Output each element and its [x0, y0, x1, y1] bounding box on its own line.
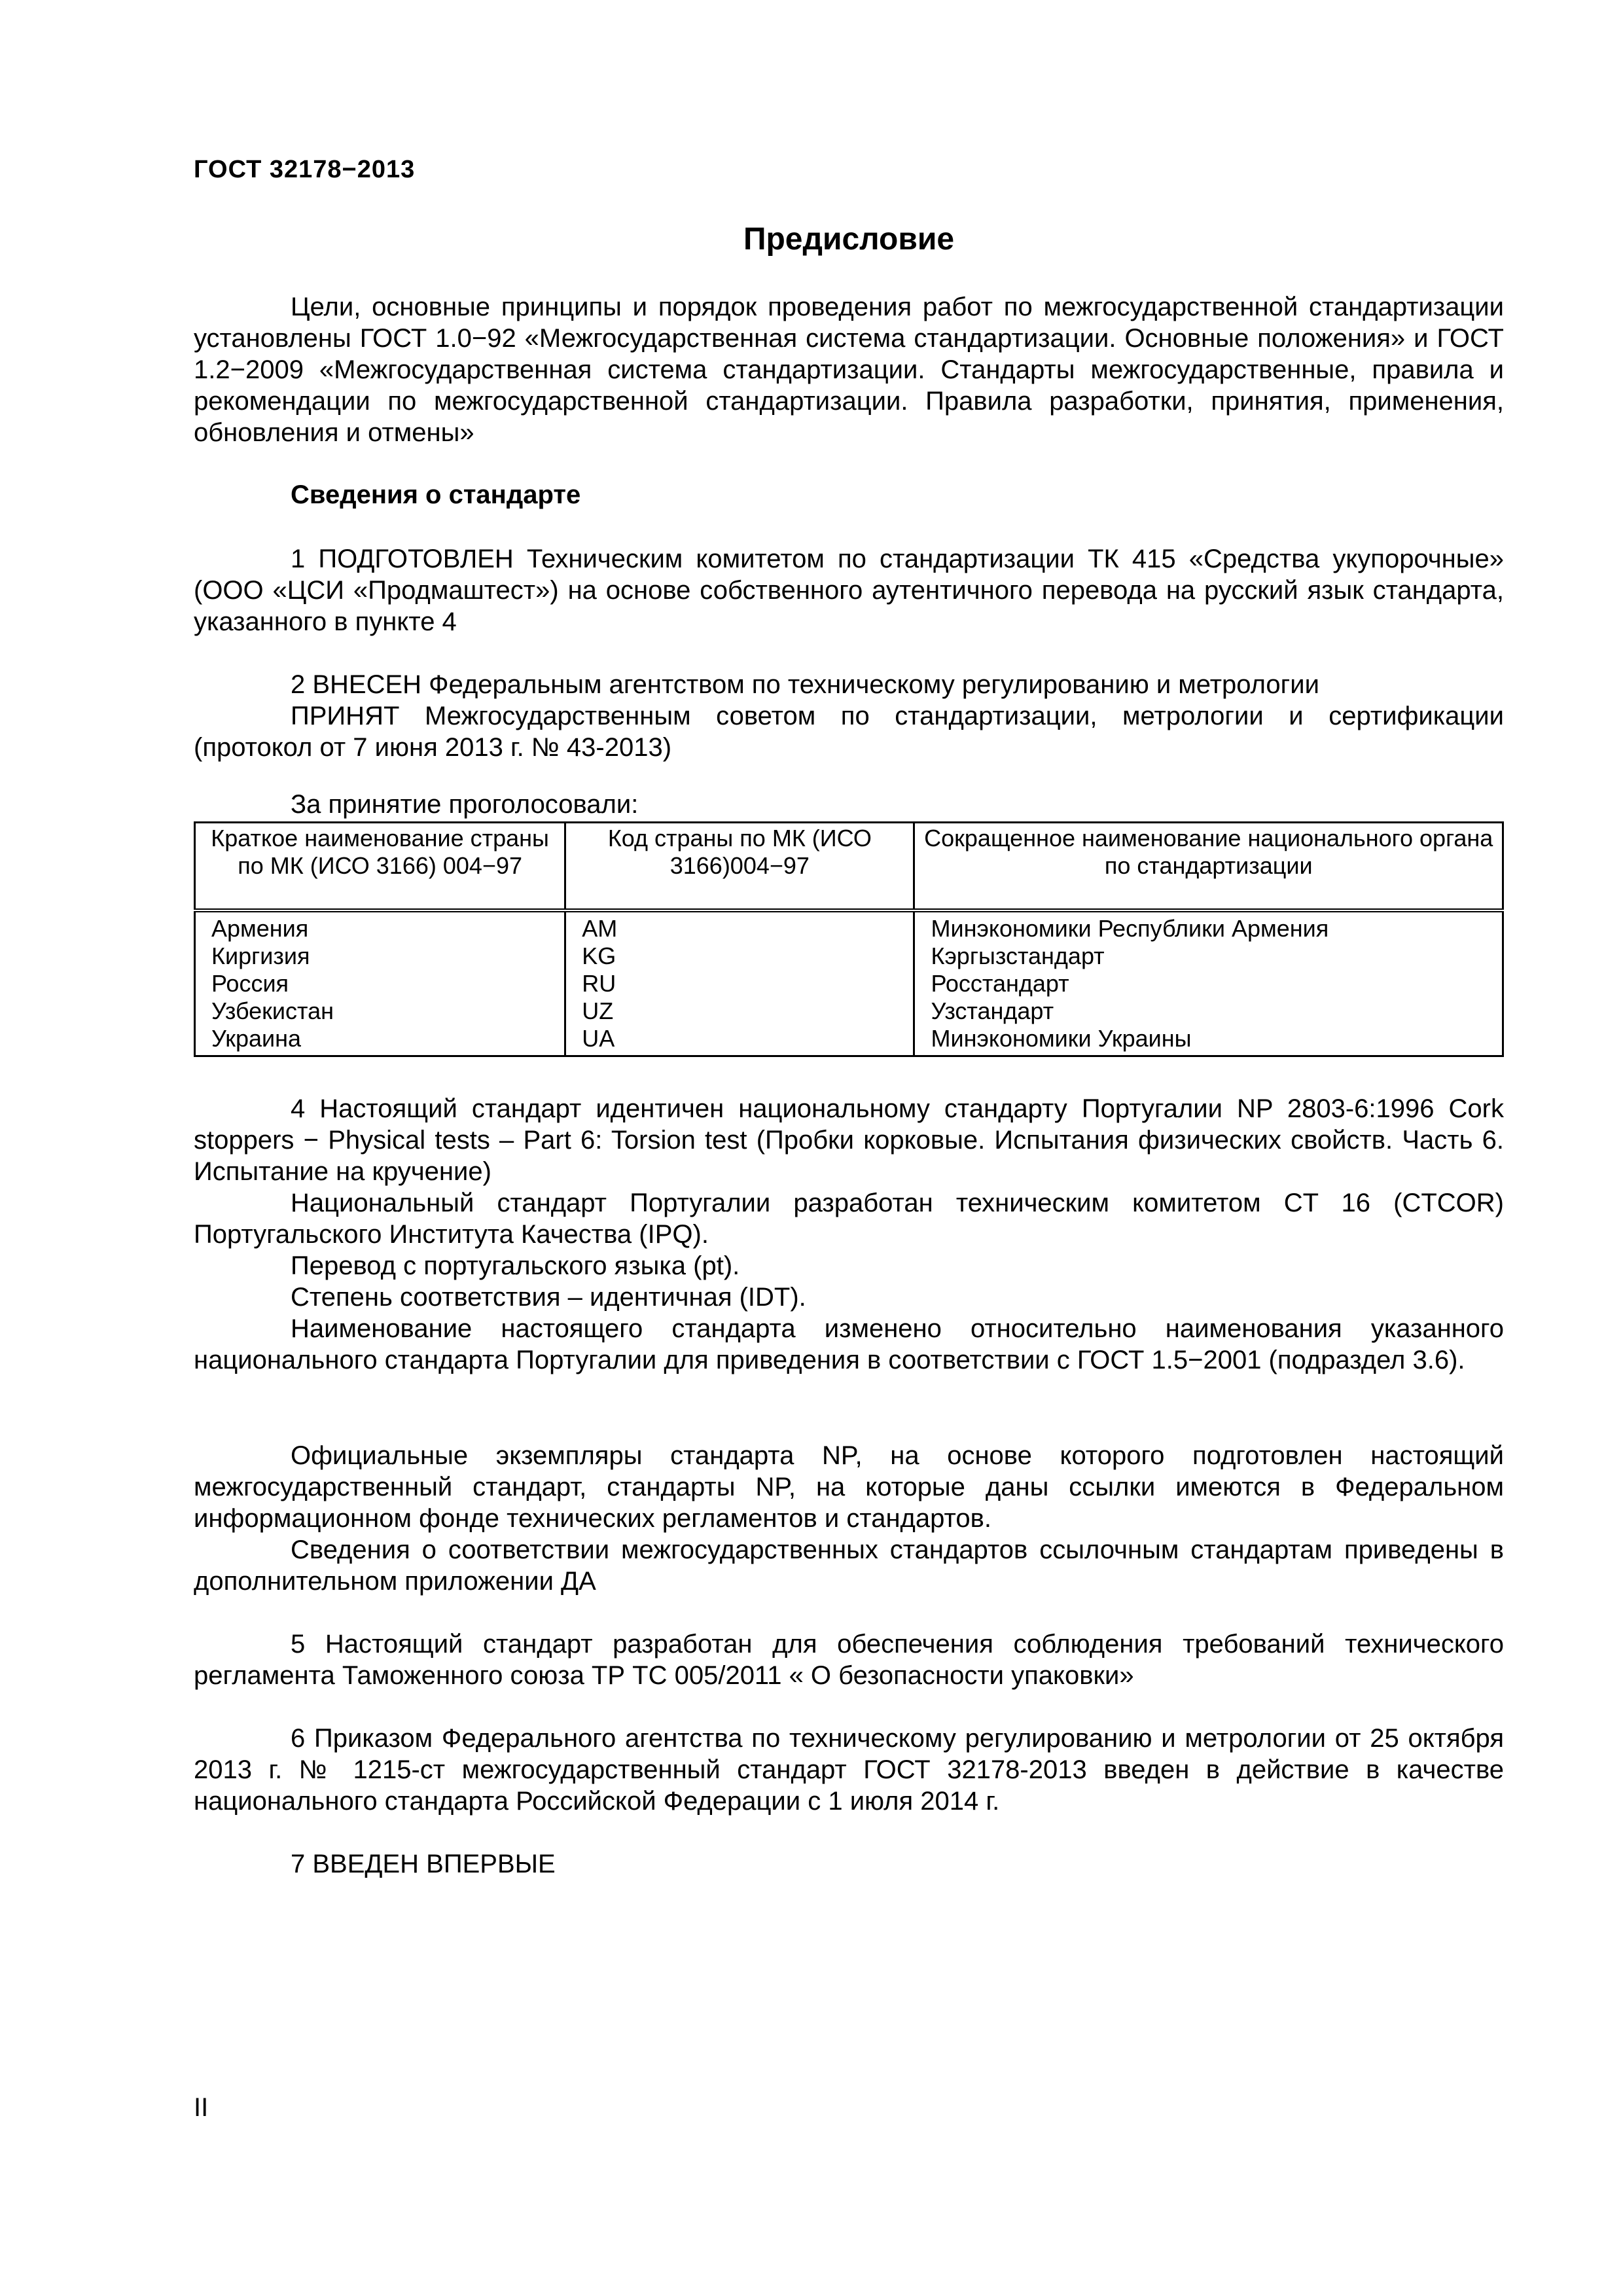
- page-title: Предисловие: [743, 222, 955, 257]
- item-5-section: [194, 1628, 1504, 1691]
- document-page: [194, 0, 1504, 2296]
- table-row: [195, 970, 1503, 997]
- country-cell: Узбекистан: [195, 997, 565, 1025]
- column-header-code: Код страны по МК (ИСО 3166)004−97: [565, 823, 914, 910]
- item-2-submitted: 2 ВНЕСЕН Федеральным агентством по техническому регулированию и метрологии: [291, 670, 1319, 699]
- body-cell: Минэкономики Республики Армения: [914, 910, 1503, 942]
- item-5-paragraph: 5 Настоящий стандарт разработан для обеспечения соблюдения требований технического регламента Таможенного союза ТР ТС 005/2011 « О безопасности упаковки»: [194, 1630, 1504, 1690]
- intro-section: [194, 291, 1504, 448]
- item-4-committee: Национальный стандарт Португалии разработан техническим комитетом CT 16 (CTCOR) Португальского Института Качества (IPQ).: [194, 1189, 1504, 1249]
- section-heading: Сведения о стандарте: [291, 480, 581, 509]
- item-4-translation: Перевод с португальского языка (pt).: [291, 1251, 740, 1280]
- body-cell: Росстандарт: [914, 970, 1503, 997]
- country-cell: Киргизия: [195, 942, 565, 970]
- item-2-adopted: ПРИНЯТ Межгосударственным советом по стандартизации, метрологии и сертификации (протокол от 7 июня 2013 г. № 43-2013): [194, 702, 1504, 762]
- country-cell: Россия: [195, 970, 565, 997]
- item-7-paragraph: 7 ВВЕДЕН ВПЕРВЫЕ: [291, 1850, 556, 1878]
- official-copies-section: [194, 1440, 1504, 1597]
- reference-standards-paragraph: Сведения о соответствии межгосударственных стандартов ссылочным стандартам приведены в дополнительном приложении ДА: [194, 1535, 1504, 1596]
- item-4-title-change: Наименование настоящего стандарта изменено относительно наименования указанного национального стандарта Португалии для приведения в соответствии с ГОСТ 1.5−2001 (подраздел 3.6).: [194, 1314, 1504, 1374]
- country-cell: Армения: [195, 910, 565, 942]
- vote-table: [194, 821, 1504, 1057]
- body-cell: Узстандарт: [914, 997, 1503, 1025]
- code-cell: AM: [565, 910, 914, 942]
- item-4-section: [194, 1093, 1504, 1376]
- item-1-section: [194, 543, 1504, 637]
- body-cell: Кэргызстандарт: [914, 942, 1503, 970]
- intro-paragraph: Цели, основные принципы и порядок проведения работ по межгосударственной стандартизации установлены ГОСТ 1.0−92 «Межгосударственная система стандартизации. Основные положения» и ГОСТ 1.2−2009 «Межгосударственная система стандартизации. Стандарты межгосударственные, правила и рекомендации по межгосударственной стандартизации. Правила разработки, принятия, применения, обновления и отмены»: [194, 293, 1504, 447]
- country-cell: Украина: [195, 1025, 565, 1056]
- code-cell: UA: [565, 1025, 914, 1056]
- item-4-identity: 4 Настоящий стандарт идентичен национальному стандарту Португалии NP 2803-6:1996 Cork stoppers − Physical tests – Part 6: Torsion test (Пробки корковые. Испытания физических свойств. Часть 6. Испытание на кручение): [194, 1094, 1504, 1186]
- column-header-country: Краткое наименование страны по МК (ИСО 3166) 004−97: [195, 823, 565, 910]
- body-cell: Минэкономики Украины: [914, 1025, 1503, 1056]
- table-row: [195, 942, 1503, 970]
- column-header-body: Сокращенное наименование национального органа по стандартизации: [914, 823, 1503, 910]
- page-number: II: [194, 2093, 209, 2122]
- table-header-row: [195, 823, 1503, 910]
- table-row: [195, 910, 1503, 942]
- table-row: [195, 997, 1503, 1025]
- official-copies-paragraph: Официальные экземпляры стандарта NP, на основе которого подготовлен настоящий межгосударственный стандарт, стандарты NP, на которые даны ссылки имеются в Федеральном информационном фонде технических регламентов и стандартов.: [194, 1441, 1504, 1533]
- vote-table-caption: За принятие проголосовали:: [291, 790, 639, 819]
- code-cell: UZ: [565, 997, 914, 1025]
- item-6-paragraph: 6 Приказом Федерального агентства по техническому регулированию и метрологии от 25 октября 2013 г. № 1215-ст межгосударственный стандарт ГОСТ 32178-2013 введен в действие в качестве национального стандарта Российской Федерации с 1 июля 2014 г.: [194, 1724, 1504, 1816]
- item-1-paragraph: 1 ПОДГОТОВЛЕН Техническим комитетом по стандартизации ТК 415 «Средства укупорочные» (ООО «ЦСИ «Продмаштест») на основе собственного аутентичного перевода на русский язык стандарта, указанного в пункте 4: [194, 545, 1504, 636]
- code-cell: RU: [565, 970, 914, 997]
- item-6-section: [194, 1723, 1504, 1817]
- item-4-conformity: Степень соответствия – идентичная (IDT).: [291, 1283, 806, 1312]
- code-cell: KG: [565, 942, 914, 970]
- item-7-section: [194, 1848, 1504, 1880]
- table-row: [195, 1025, 1503, 1056]
- item-2-section: [194, 669, 1504, 763]
- document-code: ГОСТ 32178−2013: [194, 156, 416, 183]
